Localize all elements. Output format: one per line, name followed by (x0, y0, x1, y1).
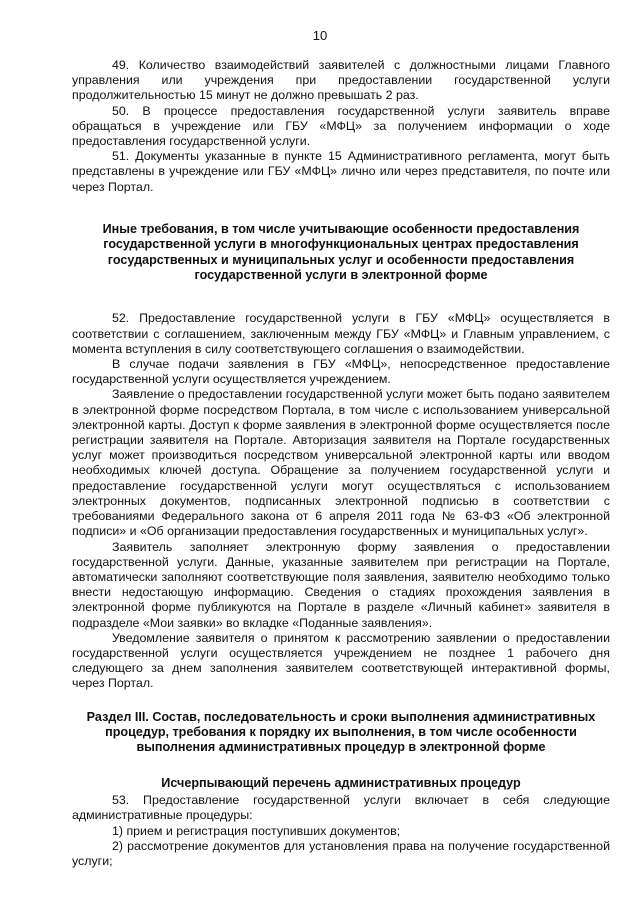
paragraph-50: 50. В процессе предоставления государственной услуги заявитель вправе обращаться в учреждение или ГБУ «МФЦ» за получением информации о ходе предоставления государственной услуги. (72, 103, 610, 149)
paragraph-53: 53. Предоставление государственной услуги включает в себя следующие административные процедуры: (72, 793, 610, 823)
paragraph-51: 51. Документы указанные в пункте 15 Административного регламента, могут быть представлены в учреждение или ГБУ «МФЦ» лично или через представителя, по почте или через Портал. (72, 149, 610, 194)
subheading-procedures-list: Исчерпывающий перечень административных процедур (161, 775, 521, 790)
paragraph-electronic-application: Заявление о предоставлении государственной услуги может быть подано заявителем в электронной форме посредством Портала, в том числе с использованием универсальной электронной карты. Доступ к форме заявления в электронной форме осуществляется после регистрации заявителя на Портале. Авторизация заявителя на Портале государственных услуг может производиться посредством универсальной электронной карты или вводом необходимых ключей доступа. Обращение за получением государственной услуги и предоставление государственной услуги могут осуществляться с использованием электронных документов, подписанных электронной подписью в соответствии с требованиями Федерального закона от 6 апреля 2011 года № 63-ФЗ «Об электронной подписи» и «Об организации предоставления государственных и муниципальных услуг». (72, 387, 610, 539)
section-heading-other-requirements: Иные требования, в том числе учитывающие особенности предоставления государственной услуги в многофункциональных центрах предоставления государственных и муниципальных услуг и особенности предоставления государственной услуги в электронной форме (102, 221, 580, 283)
paragraph-notification: Уведомление заявителя о принятом к рассмотрению заявлении о предоставлении государственной услуги осуществляется учреждением не позднее 1 рабочего дня следующего за днем заполнения заявителем соответствующей интерактивной формы, через Портал. (72, 630, 610, 691)
list-item: 1) прием и регистрация поступивших документов; (112, 823, 401, 838)
paragraph-electronic-form: Заявитель заполняет электронную форму заявления о предоставлении государственной услуги. Данные, указанные заявителем при регистрации на Портале, автоматически заполняют соответствующие поля заявления, заявителю необходимо только внести недостающую информацию. Сведения о стадиях прохождения заявления в электронной форме публикуются на Портале в разделе «Личный кабинет» заявителя в подразделе «Мои заявки» во вкладке «Поданные заявления». (72, 539, 610, 630)
section-heading-part-3: Раздел III. Состав, последовательность и сроки выполнения административных процедур, требования к порядку их выполнения, в том числе особенности выполнения административных процедур в электронной форме (86, 709, 596, 755)
paragraph-49: 49. Количество взаимодействий заявителей с должностными лицами Главного управления или учреждения при предоставлении государственной услуги продолжительностью 15 минут не должно превышать 2 раз. (72, 58, 610, 103)
document-body (72, 58, 610, 869)
page-number: 10 (312, 28, 328, 43)
paragraph-mfc-application: В случае подачи заявления в ГБУ «МФЦ», непосредственное предоставление государственной услуги осуществляется учреждением. (72, 357, 610, 387)
list-item: 2) рассмотрение документов для установления права на получение государственной услуги; (72, 838, 610, 868)
paragraph-52: 52. Предоставление государственной услуги в ГБУ «МФЦ» осуществляется в соответствии с соглашением, заключенным между ГБУ «МФЦ» и Главным управлением, с момента вступления в силу соответствующего соглашения о взаимодействии. (72, 311, 610, 356)
